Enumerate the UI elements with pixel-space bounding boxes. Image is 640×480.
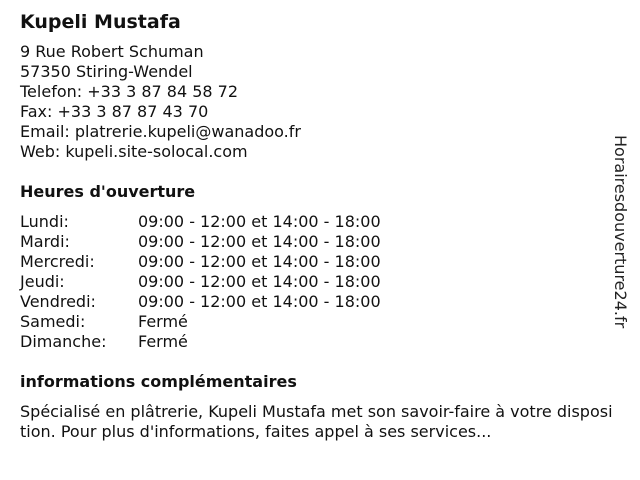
business-card <box>20 10 618 442</box>
hours-row <box>20 292 618 312</box>
hours-day: Dimanche: <box>20 332 107 351</box>
hours-time: 09:00 - 12:00 et 14:00 - 18:00 <box>138 232 381 251</box>
hours-time: 09:00 - 12:00 et 14:00 - 18:00 <box>138 212 381 231</box>
hours-table <box>20 212 618 352</box>
hours-day: Vendredi: <box>20 292 96 311</box>
hours-row <box>20 232 618 252</box>
hours-day: Mercredi: <box>20 252 95 271</box>
phone-line: Telefon: +33 3 87 84 58 72 <box>20 82 239 101</box>
info-heading: informations complémentaires <box>20 372 297 391</box>
hours-row <box>20 312 618 332</box>
hours-row <box>20 272 618 292</box>
web-line: Web: kupeli.site-solocal.com <box>20 142 248 161</box>
hours-day: Mardi: <box>20 232 70 251</box>
email-line: Email: platrerie.kupeli@wanadoo.fr <box>20 122 301 141</box>
brand-watermark: Horairesdouverture24.fr <box>611 135 630 329</box>
hours-time: Fermé <box>138 332 188 351</box>
address-line-1: 9 Rue Robert Schuman <box>20 42 204 61</box>
fax-line: Fax: +33 3 87 87 43 70 <box>20 102 209 121</box>
hours-day: Lundi: <box>20 212 69 231</box>
hours-row <box>20 252 618 272</box>
hours-time: Fermé <box>138 312 188 331</box>
hours-heading: Heures d'ouverture <box>20 182 196 201</box>
hours-time: 09:00 - 12:00 et 14:00 - 18:00 <box>138 252 381 271</box>
hours-time: 09:00 - 12:00 et 14:00 - 18:00 <box>138 292 381 311</box>
hours-row <box>20 332 618 352</box>
hours-time: 09:00 - 12:00 et 14:00 - 18:00 <box>138 272 381 291</box>
hours-day: Jeudi: <box>20 272 65 291</box>
hours-row <box>20 212 618 232</box>
hours-day: Samedi: <box>20 312 86 331</box>
business-name: Kupeli Mustafa <box>20 11 181 33</box>
address-line-2: 57350 Stiring-Wendel <box>20 62 193 81</box>
info-description: Spécialisé en plâtrerie, Kupeli Mustafa met son savoir-faire à votre disposition. Pour plus d'informations, faites appel à ses services... <box>20 402 613 441</box>
contact-block <box>20 42 618 162</box>
